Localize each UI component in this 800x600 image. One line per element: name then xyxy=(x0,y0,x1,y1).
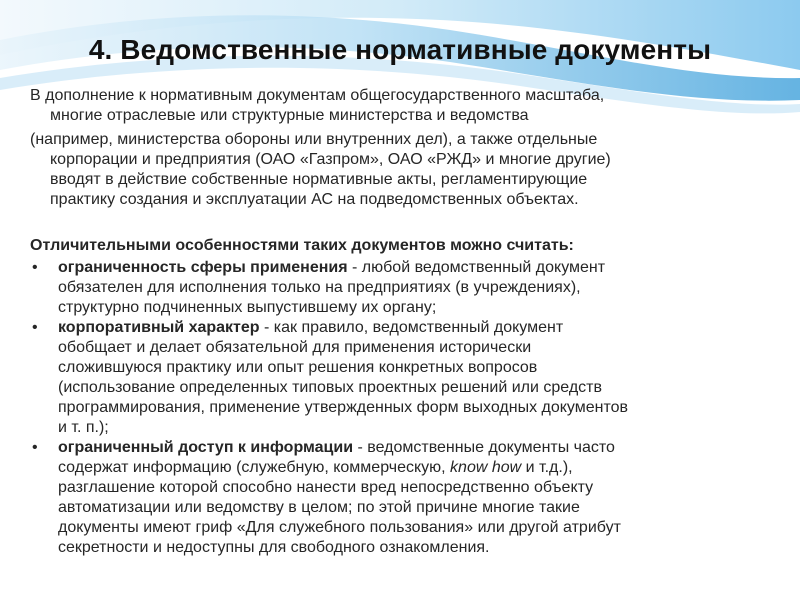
feature-text: документы имеют гриф «Для служебного пользования» или другой атрибут xyxy=(58,519,621,536)
feature-text: разглашение которой способно нанести вред непосредственно объекту xyxy=(58,479,594,496)
intro-paragraph-1 xyxy=(30,86,770,126)
feature-text: программирования, применение утвержденных форм выходных документов xyxy=(58,399,629,416)
intro-paragraph-2 xyxy=(30,130,770,210)
feature-text: сложившуюся практику или опыт решения конкретных вопросов xyxy=(58,359,538,376)
features-list xyxy=(30,258,780,558)
feature-text: содержат информацию (служебную, коммерческую, xyxy=(58,459,451,476)
feature-term: ограниченный доступ к информации xyxy=(58,439,354,456)
intro-2-line-1: (например, министерства обороны или внутренних дел), а также отдельные xyxy=(30,131,598,148)
intro-1-line-1: В дополнение к нормативным документам общегосударственного масштаба, xyxy=(30,87,605,104)
feature-italic-term: know how xyxy=(450,459,522,476)
feature-text: и т.д.), xyxy=(521,459,573,476)
feature-text: автоматизации или ведомству в целом; по этой причине многие такие xyxy=(58,499,580,516)
slide-title: 4. Ведомственные нормативные документы xyxy=(88,34,712,65)
feature-term: корпоративный характер xyxy=(58,319,260,336)
features-heading: Отличительными особенностями таких документов можно считать: xyxy=(30,237,574,254)
feature-text: (использование определенных типовых проектных решений или средств xyxy=(58,379,602,396)
intro-1-line-2: многие отраслевые или структурные министерства и ведомства xyxy=(50,107,529,124)
feature-text: обязателен для исполнения только на предприятиях (в учреждениях), xyxy=(58,279,581,296)
feature-text: - как правило, ведомственный документ xyxy=(259,319,564,336)
feature-text: - ведомственные документы часто xyxy=(353,439,615,456)
feature-text: секретности и недоступны для свободного ознакомления. xyxy=(58,539,490,556)
feature-text: структурно подчиненных выпустившему их органу; xyxy=(58,299,437,316)
bullet-icon: • xyxy=(32,439,38,456)
feature-text: - любой ведомственный документ xyxy=(347,259,606,276)
bullet-icon: • xyxy=(32,259,38,276)
feature-text: и т. п.); xyxy=(58,419,109,436)
feature-text: обобщает и делает обязательной для применения исторически xyxy=(58,339,532,356)
feature-item-corporate xyxy=(30,318,780,438)
bullet-icon: • xyxy=(32,319,38,336)
feature-term: ограниченность сферы применения xyxy=(58,259,348,276)
intro-2-line-3: вводят в действие собственные нормативные акты, регламентирующие xyxy=(50,171,588,188)
feature-item-access xyxy=(30,438,780,558)
feature-item-scope xyxy=(30,258,780,318)
intro-2-line-4: практику создания и эксплуатации АС на подведомственных объектах. xyxy=(50,191,579,208)
intro-2-line-2: корпорации и предприятия (ОАО «Газпром», ОАО «РЖД» и многие другие) xyxy=(50,151,611,168)
